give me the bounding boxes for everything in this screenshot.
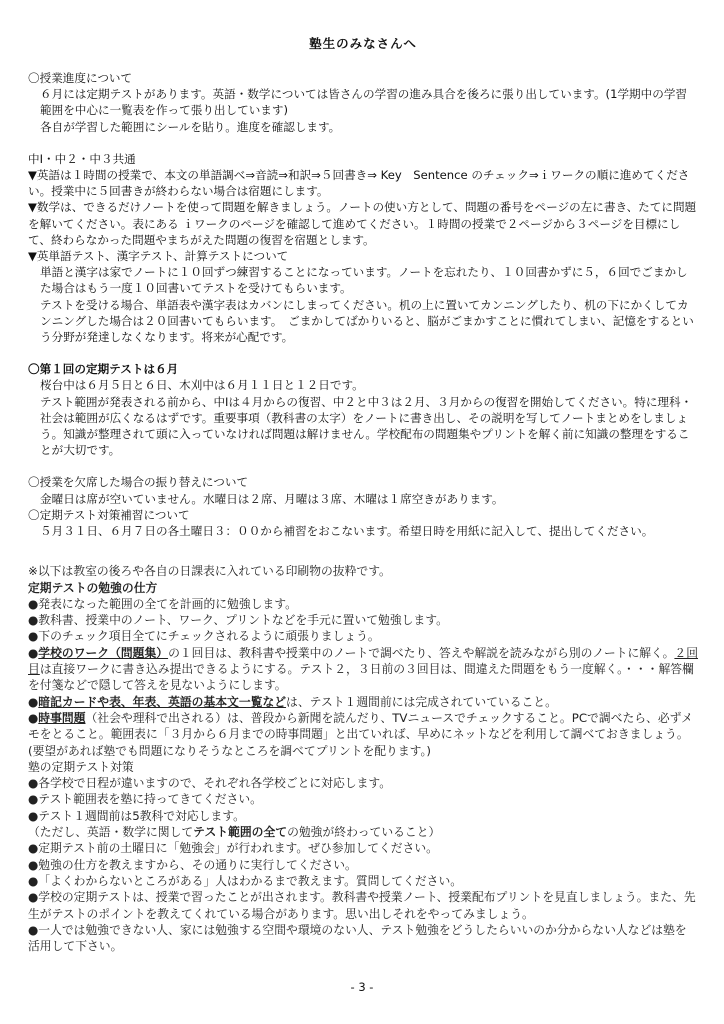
study-item-1: ●発表になった範囲の全てを計画的に勉強します。 xyxy=(28,596,297,611)
study-item-4-text: の１回目は、教科書や授業中のノートで調べたり、答えや解説を読みながら別のノートに解く。 xyxy=(168,645,675,660)
study-item-6 xyxy=(28,710,698,759)
bullet: ● xyxy=(28,694,39,709)
makeup-text: 金曜日は席が空いていません。水曜日は２席、月曜は３席、木曜は１席空きがあります。 xyxy=(40,491,504,506)
juku-item-5: ●勉強の仕方を教えますから、その通りに実行してください。 xyxy=(28,857,357,872)
supplement-text: ５月３１日、６月７日の各土曜日３：００から補習をおこないます。希望日時を用紙に記入して、提出してください。 xyxy=(40,524,654,539)
school-workbook-label: 学校のワーク（問題集） xyxy=(38,645,169,660)
makeup-heading: 〇授業を欠席した場合の振り替えについて xyxy=(28,475,249,490)
study-item-4 xyxy=(28,645,698,694)
first-test-heading: 〇第１回の定期テストは６月 xyxy=(28,362,179,377)
current-events-label: 時事問題 xyxy=(38,710,86,725)
study-item-5-text: は、テスト１週間前には完成されていていること。 xyxy=(286,694,557,709)
page-title: 塾生のみなさんへ xyxy=(309,36,417,51)
juku-item-1: ●各学校で日程が違いますので、それぞれ各学校ごとに対応します。 xyxy=(28,776,392,791)
juku-item-7: ●学校の定期テストは、授業で習ったことが出されます。教科書や授業ノート、授業配布プリントを見直しましょう。また、先生がテストのポイントを教えてくれている場合があります。思い出しそれをやってみましょう。 xyxy=(28,890,696,921)
juku-note-text-b: の勉強が終わっていること） xyxy=(287,825,441,840)
bullet: ● xyxy=(28,645,39,660)
study-item-4-text-2: は直接ワークに書き込み提出できるようにする。テスト２，３日前の３回目は、間違えた問題をもう一度解く。・・・解答欄を付箋などで隠して答えを見ないようにします。 xyxy=(28,662,694,693)
math-rule: ▼数学は、できるだけノートを使って問題を解きましょう。ノートの使い方として、問題の番号をページの左に書き、たてに問題を解いてください。表にある ｉワークのページを確認して進めてください。１時間の授業で２ページから３ページを目標にして、終わらなかった問題やまちがえた問題の復習を宿題とします。 xyxy=(28,200,697,247)
memory-cards-label: 暗記カードや表、年表、英語の基本文一覧など xyxy=(38,694,287,709)
juku-item-2: ●テスト範囲表を塾に持ってきてください。 xyxy=(28,792,262,807)
progress-text-2: 各自が学習した範囲にシールを貼り。進度を確認します。 xyxy=(40,119,341,134)
second-round-label: ２回目 xyxy=(28,645,699,677)
tests-text-1: 単語と漢字は家でノートに１０回ずつ練習することになっています。ノートを忘れたり、１０回書かずに５，６回でごまかした場合はもう一度１０回書いてテストを受けてもらいます。 xyxy=(40,265,688,296)
first-test-dates: 桜台中は６月５日と６日、木刈中は６月１１日と１２日です。 xyxy=(40,378,364,393)
juku-item-8: ●一人では勉強できない人、家には勉強する空間や環境のない人、テスト勉強をどうしたらいいのか分からない人などは塾を活用して下さい。 xyxy=(28,922,687,954)
study-item-6-text: （社会や理科で出される）は、普段から新聞を読んだり、TVニュースでチェックすること。PCで調べたら、必ずメモをとること。範囲表に「３月から６月までの時事問題」と出ていれば、早めにネットなどを利用して調べておきましょう。(要望があれば塾でも問題になりそうなところを調べてプリントを配ります。) xyxy=(28,710,693,758)
bullet: ● xyxy=(28,710,39,725)
study-item-5 xyxy=(28,694,698,710)
progress-heading: 〇授業進度について xyxy=(28,71,133,85)
first-test-advice: テスト範囲が発表される前から、中Ⅰは４月からの復習、中２と中３は２月、３月からの復習を開始してください。特に理科・社会は範囲が広くなるはずです。重要事項（教科書の太字）をノートに書き出し、その説明を写してノートまとめをしましょう。知識が整理されて頭に入っていなければ問題は解けません。学校配布の問題集やプリントを解く前に知識の整理をすることが大切です。 xyxy=(40,394,693,458)
excerpt-section xyxy=(28,563,698,954)
juku-item-4: ●定期テスト前の土曜日に「勉強会」が行われます。ぜひ参加してください。 xyxy=(28,841,438,856)
excerpt-note: ※以下は教室の後ろや各自の日課表に入れている印刷物の抜粋です。 xyxy=(28,564,391,579)
english-rule: ▼英語は１時間の授業で、本文の単語調べ⇒音読⇒和訳⇒５回書き⇒ Key Sentence のチェック⇒ｉワークの順に進めてください。授業中に５回書きが終わらない場合は宿題にします。 xyxy=(28,168,690,199)
supplement-heading: 〇定期テスト対策補習について xyxy=(28,507,190,522)
study-item-2: ●教科書、授業中のノート、ワーク、プリントなどを手元に置いて勉強します。 xyxy=(28,613,448,628)
juku-item-3-note xyxy=(28,824,698,840)
study-item-3: ●下のチェック項目全てにチェックされるように頑張りましょう。 xyxy=(28,629,380,644)
study-method-heading: 定期テストの勉強の仕方 xyxy=(28,580,158,595)
common-section xyxy=(28,151,698,345)
page-number: - 3 - xyxy=(350,980,374,994)
common-heading: 中Ⅰ・中２・中３共通 xyxy=(28,151,136,166)
progress-section xyxy=(28,70,698,135)
tests-text-2: テストを受ける場合、単語表や漢字表はカバンにしまってください。机の上に置いてカンニングしたり、机の下にかくしてカンニングした場合は２０回書いてもらいます。 ごまかしてばかりいると、脳がごまかすことに慣れてしまい、記憶をするという分野が発達しなくなります。将来が心配です。 xyxy=(40,297,694,345)
juku-note-text-a: （ただし、英語・数学に関して xyxy=(28,825,194,840)
juku-item-6: ●「よくわからないところがある」人はわかるまで教えます。質問してください。 xyxy=(28,873,463,888)
juku-note-bold: テスト範囲の全て xyxy=(193,825,288,840)
makeup-section xyxy=(28,474,698,539)
juku-measures-heading: 塾の定期テスト対策 xyxy=(28,759,134,774)
juku-item-3: ●テスト１週間前は5教科で対応します。 xyxy=(28,808,245,823)
first-test-section xyxy=(28,361,698,458)
tests-heading: ▼英単語テスト、漢字テスト、計算テストについて xyxy=(28,249,289,264)
progress-text-1: ６月には定期テストがあります。英語・数学については皆さんの学習の進み具合を後ろに張り出しています。(1学期中の学習範囲を中心に一覧表を作って張り出しています) xyxy=(40,87,688,118)
